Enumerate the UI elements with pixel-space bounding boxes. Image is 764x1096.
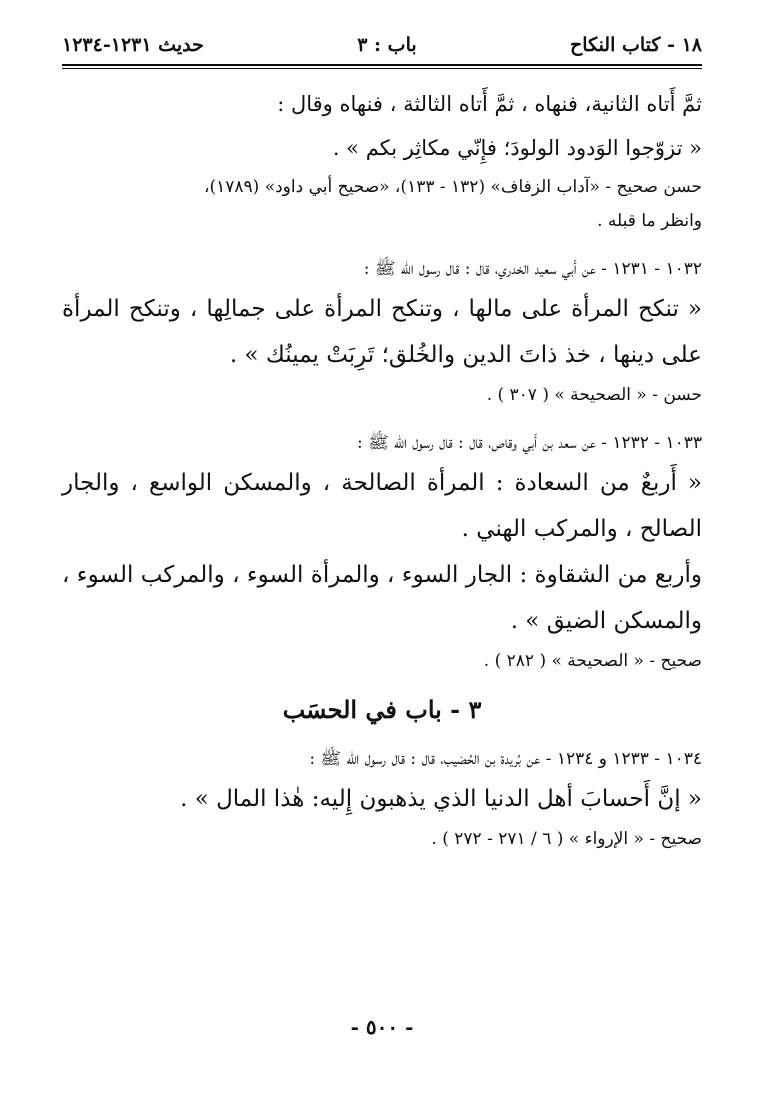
- hadith-text-1034: « إنَّ أَحسابَ أهل الدنيا الذي يذهبون إِليه: هٰذا المال » .: [180, 786, 702, 812]
- header-rule: [62, 64, 702, 66]
- grading-1033: صحيح - « الصحيحة » ( ٢٨٢ ) .: [483, 651, 702, 671]
- page-body: [62, 82, 702, 856]
- page-number: - ٥٠٠ -: [350, 1015, 414, 1039]
- header-rule-thin: [62, 68, 702, 69]
- running-header: [62, 28, 702, 62]
- hadith-heading-1034: ١٠٣٤ - ١٢٣٣ و ١٢٣٤ - عن بُريدة بن الحُصَيب، قال : قال رسول الله ﷺ :: [309, 749, 702, 769]
- grading-1032: حسن - « الصحيحة » ( ٣٠٧ ) .: [486, 385, 702, 405]
- hadith-heading-1033: ١٠٣٣ - ١٢٣٢ - عن سعد بن أَبي وقاص، قال : قال رسول الله ﷺ :: [357, 433, 702, 453]
- hadith-text-1033a: « أَربعٌ من السعادة : المرأة الصالحة ، والمسكن الواسع ، والجار الصالح ، والمركب الهني .: [62, 470, 702, 542]
- hadith-text: « تزوّجوا الوَدود الولودَ؛ فإِنّي مكاثِر بكم » .: [332, 136, 702, 160]
- hadith-text-1032: « تنكح المرأة على مالها ، وتنكح المرأة على جمالِها ، وتنكح المرأة على دينها ، خذ ذاتَ الدين والخُلق؛ تَرِبَتْ يمينُك » .: [62, 296, 702, 368]
- text-line: ثمَّ أَتاه الثانية، فنهاه ، ثمَّ أَتاه الثالثة ، فنهاه وقال :: [277, 92, 702, 116]
- hadith-heading-1032: ١٠٣٢ - ١٢٣١ - عن أَبي سعيد الخدري، قال : قال رسول الله ﷺ :: [363, 259, 702, 279]
- header-chapter: ١٨ - كتاب النكاح: [570, 34, 702, 56]
- reference-note: وانظر ما قبله .: [597, 211, 702, 231]
- hadith-text-1033b: وأربع من الشقاوة : الجار السوء ، والمرأة السوء ، والمركب السوء ، والمسكن الضيق » .: [62, 562, 702, 634]
- header-hadith-range: حديث ١٢٣١-١٢٣٤: [62, 34, 204, 56]
- grading-line: حسن صحيح - «آداب الزفاف» (١٣٢ - ١٣٣)، «صحيح أبي داود» (١٧٨٩)،: [204, 177, 702, 197]
- header-section: باب : ٣: [357, 34, 417, 56]
- chapter-title: ٣ - باب في الحسَب: [282, 695, 482, 724]
- grading-1034: صحيح - « الإرواء » ( ٦ / ٢٧١ - ٢٧٢ ) .: [431, 829, 702, 849]
